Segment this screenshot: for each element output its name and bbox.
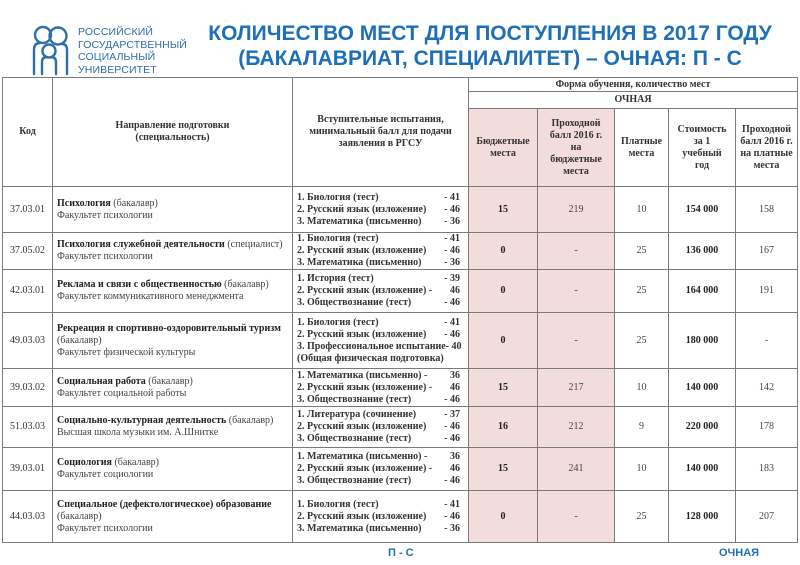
header-direction [53, 78, 293, 187]
header-line: за 1 [693, 135, 711, 147]
cell-cost: 220 000 [669, 407, 736, 448]
direction-name: Реклама и связи с общественностью [57, 279, 222, 290]
table-row [3, 270, 798, 313]
cell-exams [293, 491, 469, 543]
faculty-name: Факультет социальной работы [57, 387, 187, 399]
exam-line [297, 273, 468, 285]
exam-name: 2. Русский язык (изложение) - [297, 285, 433, 296]
exam-min-score: - 41 [444, 316, 460, 328]
exam-min-score: - 36 [444, 257, 460, 268]
faculty-name: Факультет коммуникативного менеджмента [57, 291, 244, 302]
header-line: места [490, 147, 516, 159]
exam-line [297, 523, 468, 535]
header-line: Платные [620, 135, 663, 147]
cell-cost: 128 000 [669, 491, 736, 543]
exam-line [297, 433, 468, 445]
exam-name: 2. Русский язык (изложение) [297, 203, 427, 215]
header-line: на платные [740, 147, 793, 159]
page-title-line1: КОЛИЧЕСТВО МЕСТ ДЛЯ ПОСТУПЛЕНИЯ В 2017 ГОДУ [208, 22, 772, 45]
faculty-name: Высшая школа музыки им. А.Шнитке [57, 427, 219, 438]
header-line: балл 2016 г. [549, 129, 603, 141]
exam-line [297, 451, 468, 463]
header-line: места [753, 159, 780, 171]
exam-line [297, 421, 468, 433]
direction-level: (бакалавр) [57, 334, 102, 346]
cell-paid-places: 25 [615, 313, 669, 369]
exam-line [297, 409, 468, 421]
exam-min-score: - 46 [444, 245, 460, 256]
cell-paid-places: 9 [615, 407, 669, 448]
exam-line [297, 475, 468, 487]
exam-name: 1. История (тест) [297, 273, 374, 284]
cell-code: 39.03.01 [3, 448, 53, 491]
exam-line [297, 285, 468, 297]
table-row [3, 407, 798, 448]
cell-cost: 140 000 [669, 369, 736, 407]
header-line: места [628, 147, 655, 159]
cell-exams [293, 313, 469, 369]
cell-paid-places: 25 [615, 233, 669, 270]
exam-line [297, 216, 468, 228]
cell-budget-places: 16 [469, 407, 538, 448]
direction-name: Психология [57, 197, 111, 209]
exam-name: (Общая физическая подготовка) [297, 352, 444, 364]
cell-exams [293, 407, 469, 448]
direction-level: (бакалавр) [57, 510, 102, 522]
page-title-line2: (БАКАЛАВРИАТ, СПЕЦИАЛИТЕТ) – ОЧНАЯ: П - С [238, 47, 742, 70]
faculty-name: Факультет социологии [57, 469, 154, 480]
exam-min-score: 36 [450, 451, 460, 462]
cell-paid-places: 10 [615, 187, 669, 233]
header-exams-line: Вступительные испытания, [317, 114, 444, 125]
table-row [3, 448, 798, 491]
header-form-type: ОЧНАЯ [469, 92, 798, 109]
cell-budget-places: 0 [469, 491, 538, 543]
cell-pass-score-budget: - [538, 270, 615, 313]
header-budget [469, 109, 538, 187]
logo-line: ГОСУДАРСТВЕННЫЙ [78, 38, 187, 51]
exam-name: 3. Обществознание (тест) [297, 475, 412, 486]
cell-pass-score-paid: 207 [736, 491, 798, 543]
faculty-name: Факультет психологии [57, 251, 153, 262]
direction-level: (бакалавр) [228, 415, 274, 426]
exam-min-score: - 36 [444, 522, 460, 534]
logo-line: РОССИЙСКИЙ [78, 26, 153, 38]
header-exams-line: заявления в РГСУ [338, 138, 423, 149]
direction-level: (бакалавр) [113, 197, 158, 209]
logo-line: УНИВЕРСИТЕТ [78, 63, 157, 76]
exam-min-score: - 37 [444, 409, 460, 420]
cell-pass-score-paid: 142 [736, 369, 798, 407]
cell-direction [53, 233, 293, 270]
exam-line [297, 297, 468, 309]
header-line: места [563, 165, 589, 177]
cell-direction [53, 313, 293, 369]
cell-cost: 180 000 [669, 313, 736, 369]
footer-range-label: П - С [388, 547, 414, 559]
exam-name: 1. Литература (сочинение) [297, 409, 417, 420]
exam-line [297, 370, 468, 382]
table-row [3, 369, 798, 407]
faculty-name: Факультет физической культуры [57, 346, 196, 358]
header-pass-budget [538, 109, 615, 187]
logo-line: СОЦИАЛЬНЫЙ [78, 51, 156, 64]
table-row [3, 187, 798, 233]
cell-direction [53, 407, 293, 448]
exam-min-score: - 46 [444, 433, 460, 444]
cell-pass-score-paid: 191 [736, 270, 798, 313]
logo-text [78, 26, 187, 76]
header-line: Стоимость [677, 123, 727, 135]
cell-paid-places: 25 [615, 270, 669, 313]
exam-line [297, 233, 468, 245]
cell-direction [53, 491, 293, 543]
cell-pass-score-budget: - [538, 313, 615, 369]
direction-name: Специальное (дефектологическое) образование [57, 498, 272, 510]
direction-level: (бакалавр) [224, 279, 269, 290]
exam-min-score: - 46 [444, 510, 460, 522]
cell-budget-places: 0 [469, 270, 538, 313]
exam-line [297, 394, 468, 406]
exam-name: 2. Русский язык (изложение) [297, 510, 427, 522]
table-row [3, 313, 798, 369]
exam-line [297, 204, 468, 216]
direction-name: Социальная работа [57, 375, 146, 387]
university-logo [30, 24, 190, 78]
cell-paid-places: 25 [615, 491, 669, 543]
cell-code: 49.03.03 [3, 313, 53, 369]
cell-direction [53, 270, 293, 313]
cell-exams [293, 233, 469, 270]
exam-min-score: - 46 [444, 328, 460, 340]
table-row [3, 233, 798, 270]
exam-line [297, 499, 468, 511]
exam-min-score [460, 353, 468, 365]
page-title [190, 21, 790, 71]
header-line: Проходной [741, 123, 791, 135]
header-form: Форма обучения, количество мест [469, 78, 798, 92]
cell-pass-score-budget: - [538, 233, 615, 270]
exam-name: 3. Обществознание (тест) [297, 393, 412, 405]
header-line: Проходной [551, 117, 601, 129]
cell-code: 37.03.01 [3, 187, 53, 233]
direction-level: (специалист) [227, 239, 283, 250]
cell-pass-score-paid: 178 [736, 407, 798, 448]
header-line: учебный [682, 147, 722, 159]
direction-level: (бакалавр) [148, 375, 193, 387]
exam-min-score: 46 [450, 463, 460, 474]
admission-table [2, 77, 798, 543]
exam-min-score: - 39 [444, 273, 460, 284]
exam-name: 3. Обществознание (тест) [297, 297, 412, 308]
cell-cost: 164 000 [669, 270, 736, 313]
cell-pass-score-budget: 212 [538, 407, 615, 448]
header-exams-line: минимальный балл для подачи [309, 126, 452, 137]
exam-min-score: - 46 [444, 297, 460, 308]
exam-min-score: - 46 [444, 475, 460, 486]
cell-cost: 140 000 [669, 448, 736, 491]
cell-code: 37.05.02 [3, 233, 53, 270]
cell-pass-score-budget: - [538, 491, 615, 543]
exam-name: 1. Биология (тест) [297, 191, 379, 203]
cell-pass-score-budget: 217 [538, 369, 615, 407]
exam-line [297, 257, 468, 269]
exam-min-score: - 41 [444, 191, 460, 203]
cell-pass-score-budget: 219 [538, 187, 615, 233]
exam-name: 2. Русский язык (изложение) [297, 245, 427, 256]
cell-budget-places: 15 [469, 448, 538, 491]
header-direction-line: Направление подготовки [115, 120, 230, 131]
exam-name: 1. Математика (письменно) - [297, 451, 428, 462]
exam-name: 2. Русский язык (изложение) [297, 421, 427, 432]
cell-budget-places: 15 [469, 187, 538, 233]
exam-min-score: - 41 [444, 498, 460, 510]
exam-min-score: - 46 [444, 421, 460, 432]
exam-min-score: 46 [450, 285, 460, 296]
exam-name: 1. Математика (письменно) - [297, 369, 428, 381]
cell-direction [53, 369, 293, 407]
footer-form-label: ОЧНАЯ [719, 547, 760, 559]
header-direction-line: (специальность) [135, 132, 210, 143]
exam-min-score: 46 [450, 381, 460, 393]
exam-min-score: - 41 [444, 233, 460, 244]
faculty-name: Факультет психологии [57, 209, 153, 221]
exam-name: 2. Русский язык (изложение) - [297, 463, 433, 474]
header-line: на [570, 141, 582, 153]
header-line: год [694, 159, 710, 171]
exam-name: 3. Обществознание (тест) [297, 433, 412, 444]
cell-exams [293, 270, 469, 313]
exam-name: 1. Биология (тест) [297, 233, 379, 244]
cell-pass-score-paid: - [736, 313, 798, 369]
exam-line [297, 329, 468, 341]
header-exams [293, 78, 469, 187]
exam-line [297, 192, 468, 204]
cell-cost: 136 000 [669, 233, 736, 270]
exam-name: 2. Русский язык (изложение) [297, 328, 427, 340]
exam-line [297, 511, 468, 523]
header-paid [615, 109, 669, 187]
exam-line [297, 317, 468, 329]
cell-budget-places: 15 [469, 369, 538, 407]
cell-cost: 154 000 [669, 187, 736, 233]
header-pass-paid [736, 109, 798, 187]
direction-name: Психология служебной деятельности [57, 239, 225, 250]
cell-code: 39.03.02 [3, 369, 53, 407]
header-line: балл 2016 г. [740, 135, 793, 147]
exam-name: 3. Математика (письменно) [297, 215, 422, 227]
cell-pass-score-paid: 183 [736, 448, 798, 491]
exam-min-score: - 46 [444, 393, 460, 405]
cell-direction [53, 187, 293, 233]
header-line: бюджетные [550, 153, 602, 165]
exam-min-score: - 40 [445, 340, 462, 352]
cell-exams [293, 448, 469, 491]
exam-min-score: 36 [450, 369, 460, 381]
exam-line [297, 245, 468, 257]
cell-code: 44.03.03 [3, 491, 53, 543]
cell-exams [293, 369, 469, 407]
exam-name: 3. Математика (письменно) [297, 522, 422, 534]
cell-pass-score-budget: 241 [538, 448, 615, 491]
header-code: Код [3, 78, 53, 187]
exam-line [297, 353, 468, 365]
people-family-icon [30, 24, 74, 76]
cell-pass-score-paid: 158 [736, 187, 798, 233]
cell-code: 51.03.03 [3, 407, 53, 448]
exam-name: 3. Математика (письменно) [297, 257, 422, 268]
header-cost [669, 109, 736, 187]
exam-name: 1. Биология (тест) [297, 498, 379, 510]
cell-paid-places: 10 [615, 448, 669, 491]
exam-min-score: - 46 [444, 203, 460, 215]
cell-code: 42.03.01 [3, 270, 53, 313]
exam-line [297, 341, 468, 353]
exam-name: 1. Биология (тест) [297, 316, 379, 328]
direction-name: Социально-культурная деятельность [57, 415, 227, 426]
exam-name: 2. Русский язык (изложение) - [297, 381, 433, 393]
faculty-name: Факультет психологии [57, 522, 153, 534]
exam-min-score: - 36 [444, 215, 460, 227]
exam-line [297, 382, 468, 394]
exam-name: 3. Профессиональное испытание [297, 340, 446, 352]
exam-line [297, 463, 468, 475]
direction-name: Рекреация и спортивно-оздоровительный туризм [57, 322, 281, 334]
direction-level: (бакалавр) [114, 457, 160, 468]
cell-budget-places: 0 [469, 233, 538, 270]
cell-budget-places: 0 [469, 313, 538, 369]
table-row [3, 491, 798, 543]
cell-direction [53, 448, 293, 491]
cell-pass-score-paid: 167 [736, 233, 798, 270]
cell-exams [293, 187, 469, 233]
header-line: Бюджетные [476, 135, 530, 147]
direction-name: Социология [57, 457, 112, 468]
cell-paid-places: 10 [615, 369, 669, 407]
